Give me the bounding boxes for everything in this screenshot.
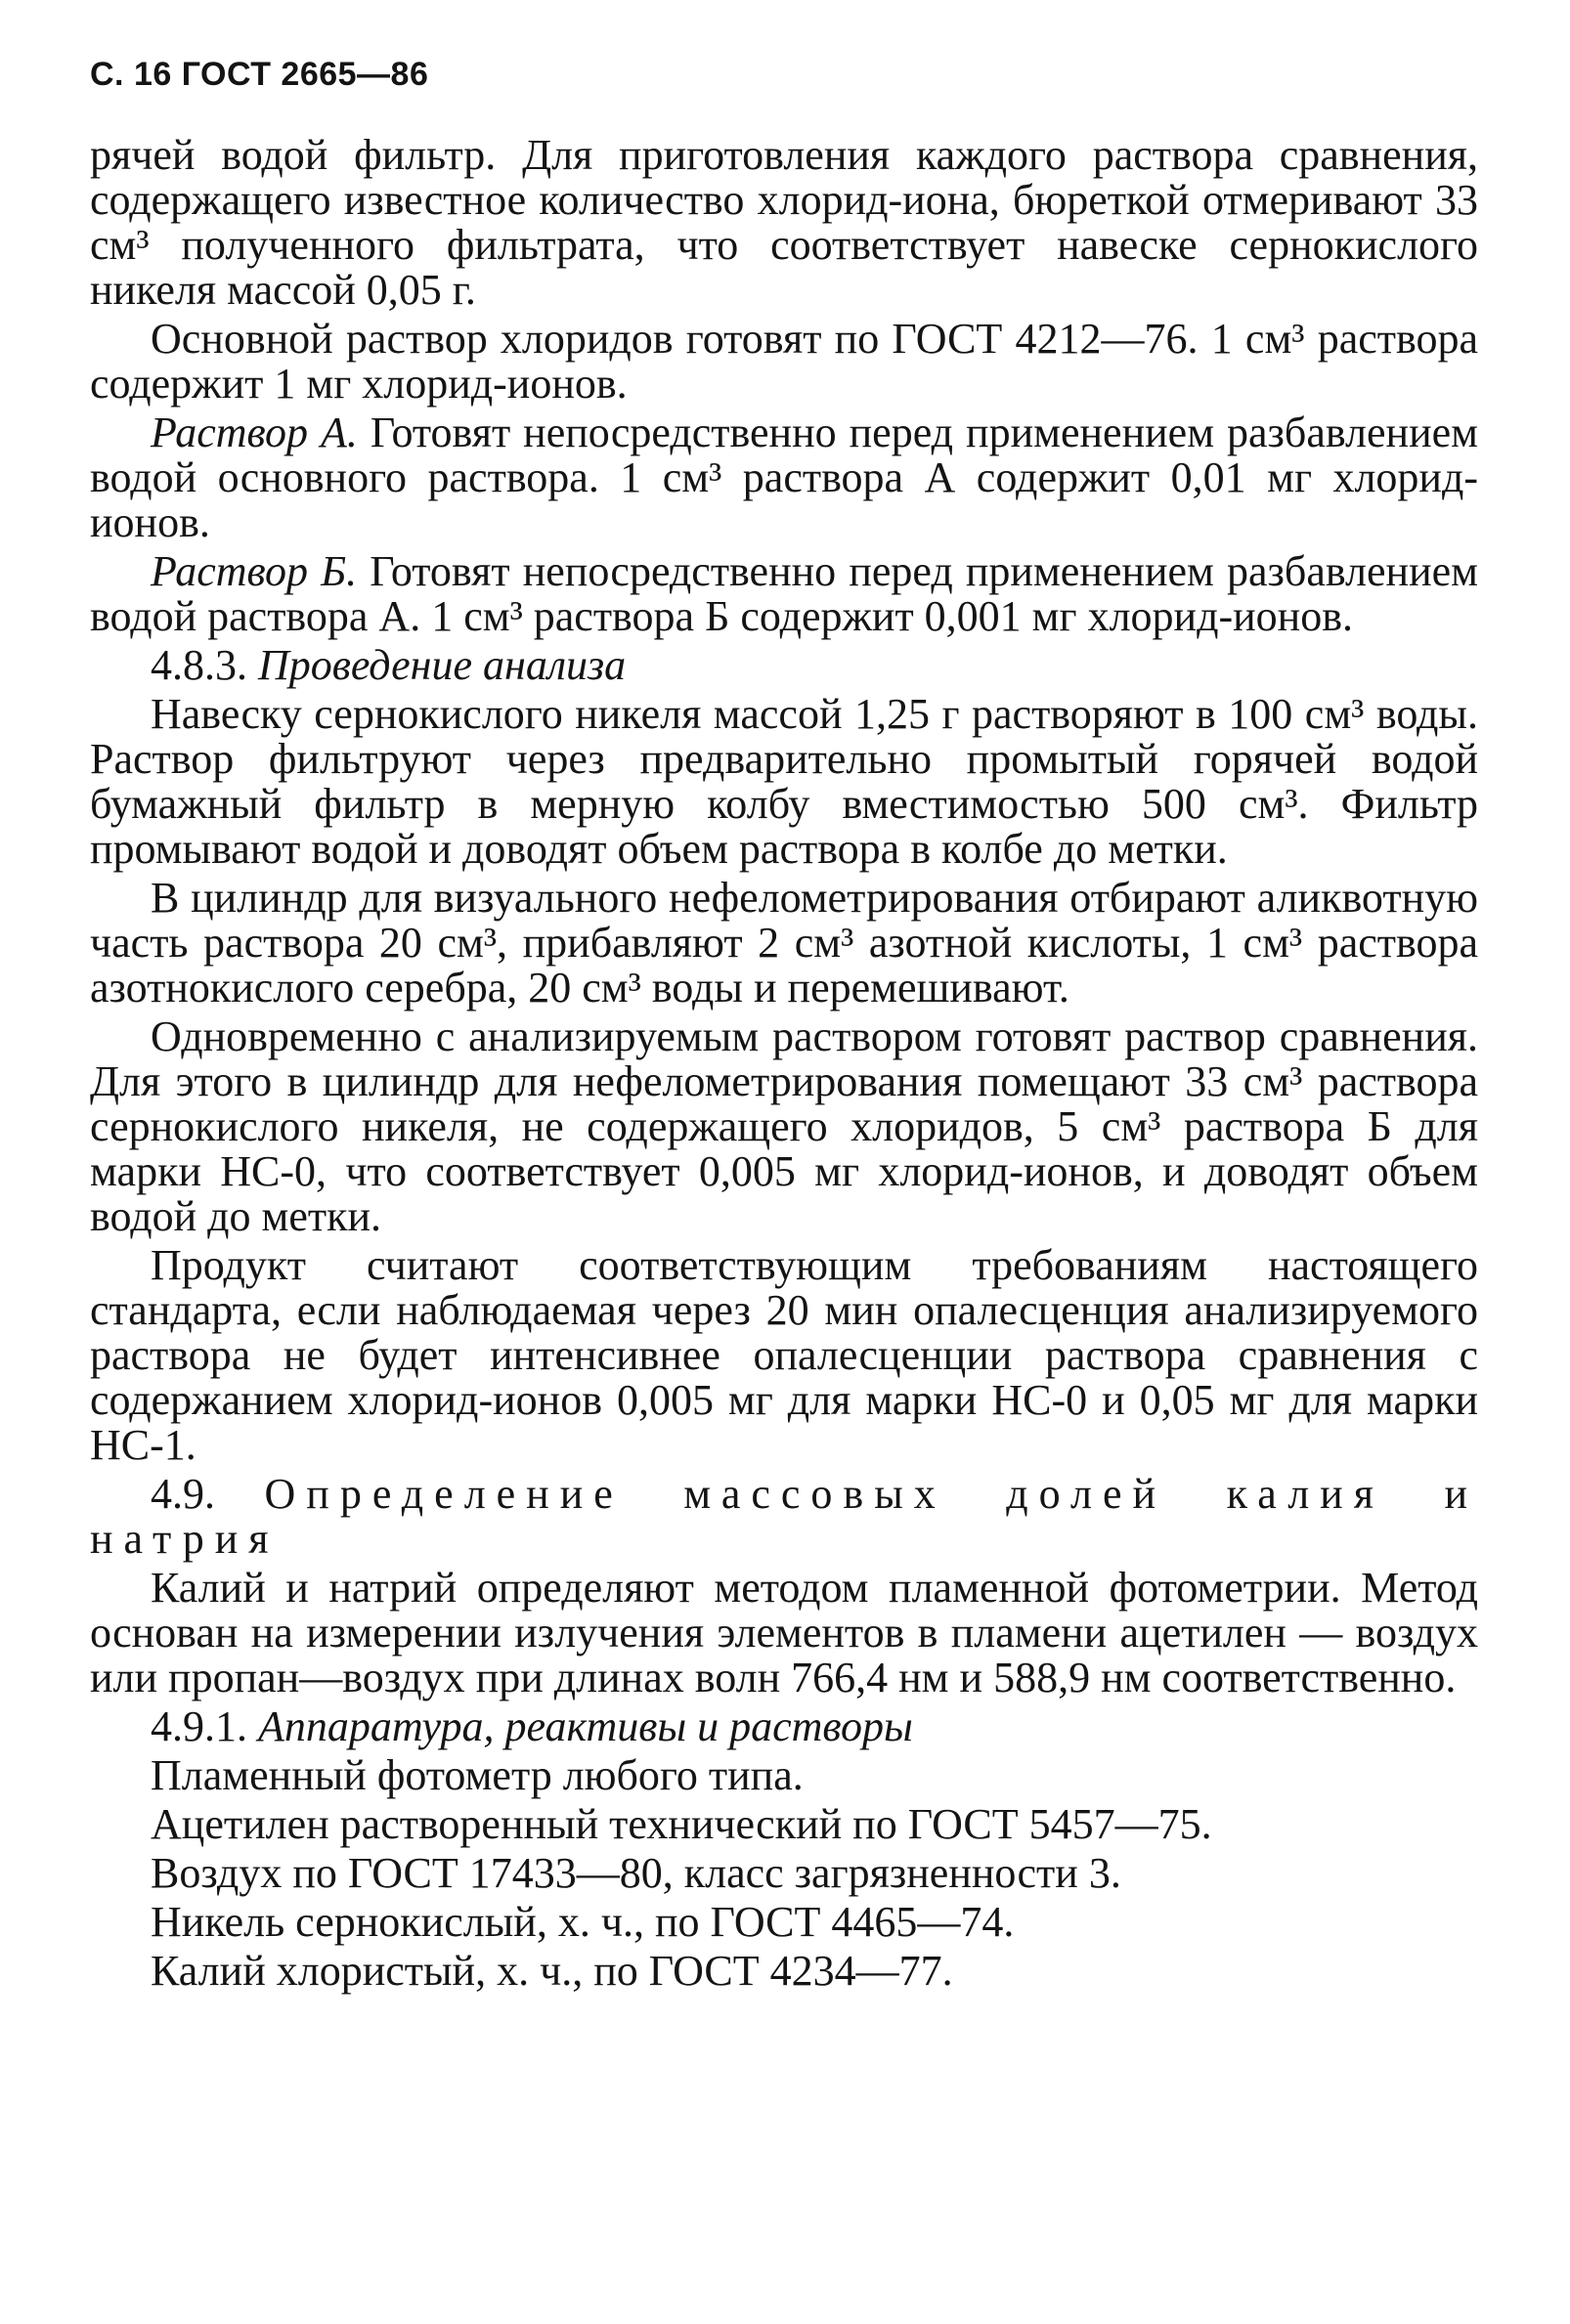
paragraph-6: В цилиндр для визуального нефелометрирования отбирают аликвотную часть раствора 20 см³, прибавляют 2 см³ азотной кислоты, 1 см³ раствора азотнокислого серебра, 20 см³ воды и перемешивают.: [90, 874, 1478, 1011]
section-title: Аппаратура, реактивы и растворы: [258, 1702, 913, 1750]
solution-b-text: Готовят непосредственно перед применением разбавлением водой раствора А. 1 см³ раствора Б содержит 0,001 мг хлорид-ионов.: [90, 547, 1478, 640]
paragraph-4: [90, 549, 1478, 639]
paragraph-7: Одновременно с анализируемым раствором готовят раствор сравнения. Для этого в цилиндр для нефелометрирования помещают 33 см³ раствора сернокислого никеля, не содержащего хлоридов, 5 см³ раствора Б для марки НС-0, что соответствует 0,005 мг хлорид-ионов, и доводят объем водой до метки.: [90, 1012, 1478, 1240]
paragraph-1: рячей водой фильтр. Для приготовления каждого раствора сравнения, содержащего известное количество хлорид-иона, бюреткой отмеривают 33 см³ полученного фильтрата, что соответствует навеске сернокислого никеля массой 0,05 г.: [90, 131, 1478, 314]
section-number: 4.9.: [151, 1470, 265, 1518]
section-4-9-1-heading: [90, 1704, 1478, 1749]
paragraph-3: [90, 410, 1478, 545]
paragraph-2: Основной раствор хлоридов готовят по ГОСТ 4212—76. 1 см³ раствора содержит 1 мг хлорид-ионов.: [90, 315, 1478, 408]
solution-b-label: Раствор Б.: [151, 547, 358, 595]
paragraph-9: Калий и натрий определяют методом пламенной фотометрии. Метод основан на измерении излучения элементов в пламени ацетилен — воздух или пропан—воздух при длинах волн 766,4 нм и 588,9 нм соответственно.: [90, 1564, 1478, 1701]
list-item: Никель сернокислый, х. ч., по ГОСТ 4465—74.: [151, 1898, 1015, 1946]
paragraph-8: Продукт считают соответствующим требованиям настоящего стандарта, если наблюдаемая через 20 мин опалесценция анализируемого раствора не будет интенсивнее опалесценции раствора сравнения с содержанием хлорид-ионов 0,005 мг для марки НС-0 и 0,05 мг для марки НС-1.: [90, 1241, 1478, 1469]
list-item: Ацетилен растворенный технический по ГОСТ 5457—75.: [151, 1800, 1212, 1848]
solution-a-label: Раствор А.: [151, 409, 358, 456]
section-number: 4.8.3.: [151, 641, 258, 689]
list-item: Пламенный фотометр любого типа.: [151, 1751, 804, 1799]
list-item: Воздух по ГОСТ 17433—80, класс загрязненности 3.: [151, 1849, 1121, 1897]
page-header: С. 16 ГОСТ 2665—86: [90, 56, 429, 93]
section-number: 4.9.1.: [151, 1702, 258, 1750]
section-4-8-3-heading: [90, 643, 1478, 688]
solution-a-text: Готовят непосредственно перед применением разбавлением водой основного раствора. 1 см³ раствора А содержит 0,01 мг хлорид-ионов.: [90, 409, 1478, 546]
section-4-9-heading: [90, 1472, 1478, 1562]
section-title: Проведение анализа: [258, 641, 627, 689]
paragraph-5: Навеску сернокислого никеля массой 1,25 г растворяют в 100 см³ воды. Раствор фильтруют через предварительно промытый горячей водой бумажный фильтр в мерную колбу вместимостью 500 см³. Фильтр промывают водой и доводят объем раствора в колбе до метки.: [90, 690, 1478, 873]
document-page: [90, 55, 1478, 1998]
section-title: Определение массовых долей калия и натрия: [90, 1470, 1478, 1563]
list-item: Калий хлористый, х. ч., по ГОСТ 4234—77.: [151, 1947, 953, 1995]
